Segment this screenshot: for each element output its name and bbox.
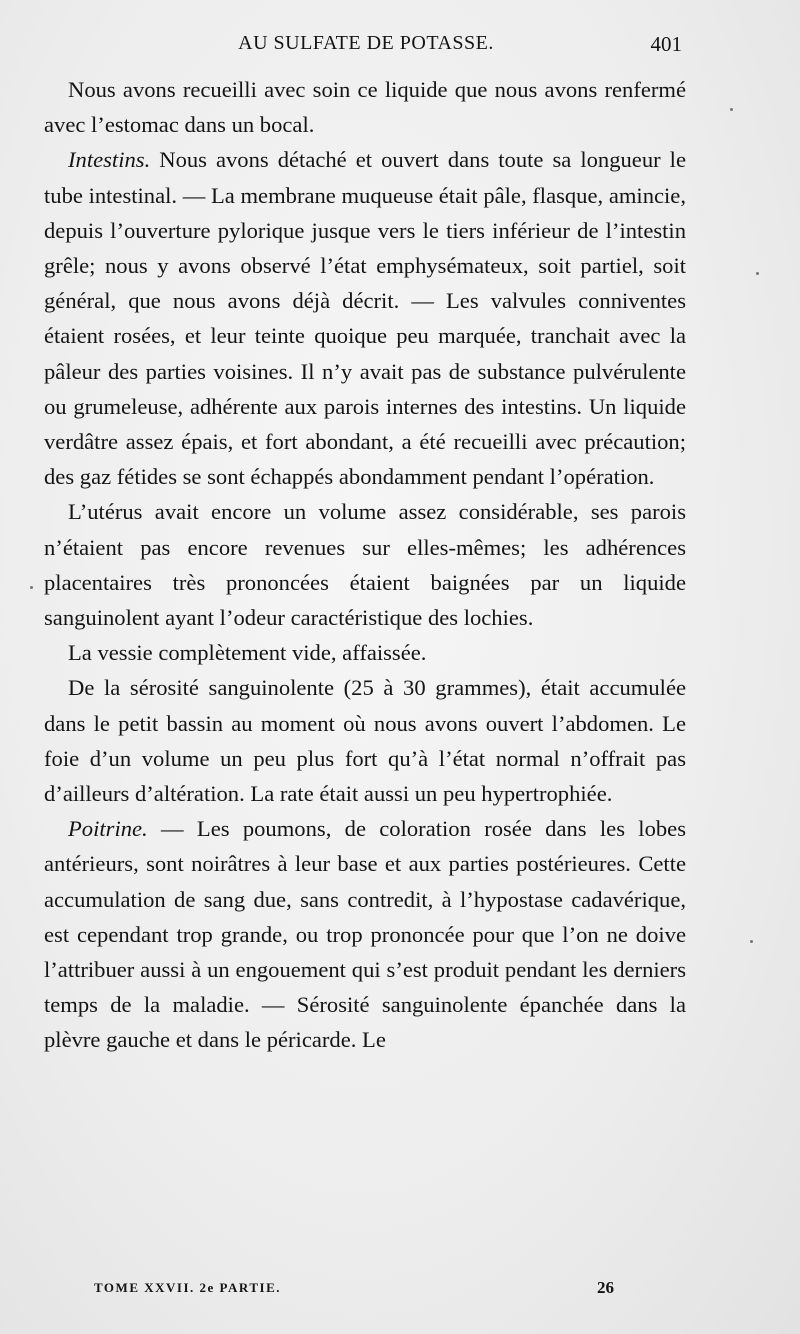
paragraph-text: De la sérosité sanguinolente (25 à 30 grammes), était accumulée dans le petit bassin au moment où nous avons ouvert l’abdomen. Le foie d’un volume un peu plus fort qu’à l’état normal n’offrait pas d’ailleurs d’altération. La rate était aussi un peu hypertrophiée. bbox=[44, 675, 686, 807]
volume-signature: TOME XXVII. 2e PARTIE. bbox=[94, 1280, 281, 1295]
running-head bbox=[46, 28, 686, 62]
paper-speck bbox=[750, 940, 753, 943]
paragraph-lead: Intestins. bbox=[68, 147, 151, 173]
paragraph-lead: Poitrine. bbox=[68, 816, 148, 842]
paragraph bbox=[44, 635, 686, 670]
paragraph-text: Nous avons recueilli avec soin ce liquide que nous avons renfermé avec l’estomac dans un bocal. bbox=[44, 77, 686, 138]
text-block bbox=[44, 72, 686, 1058]
paper-speck bbox=[756, 272, 759, 275]
paragraph-text: La vessie complètement vide, affaissée. bbox=[68, 640, 427, 666]
paragraph-text: L’utérus avait encore un volume assez considérable, ses parois n’étaient pas encore revenues sur elles-mêmes; les adhérences placentaires très prononcées étaient baignées par un liquide sanguinolent ayant l’odeur caractéristique des lochies. bbox=[44, 499, 686, 631]
page-number: 401 bbox=[650, 32, 682, 56]
paragraph bbox=[44, 142, 686, 494]
paragraph bbox=[44, 811, 686, 1057]
paper-speck bbox=[30, 586, 33, 589]
paragraph bbox=[44, 494, 686, 635]
paragraph bbox=[44, 670, 686, 811]
paragraph-text: Nous avons détaché et ouvert dans toute sa longueur le tube intestinal. — La membrane muqueuse était pâle, flasque, amincie, depuis l’ouverture pylorique jusque vers le tiers inférieur de l’intestin grêle; nous y avons observé l’état emphysémateux, soit partiel, soit général, que nous avons déjà décrit. — Les valvules conniventes étaient rosées, et leur teinte quoique peu marquée, tranchait avec la pâleur des parties voisines. Il n’y avait pas de substance pulvérulente ou grumeleuse, adhérente aux parois internes des intestins. Un liquide verdâtre assez épais, et fort abondant, a été recueilli avec précaution; des gaz fétides se sont échappés abondamment pendant l’opération. bbox=[44, 147, 686, 490]
paragraph bbox=[44, 72, 686, 142]
paper-speck bbox=[730, 108, 733, 111]
paragraph-text: — Les poumons, de coloration rosée dans les lobes antérieurs, sont noirâtres à leur base et aux parties postérieures. Cette accumulation de sang due, sans contredit, à l’hypostase cadavérique, est cependant trop grande, ou trop prononcée pour que l’on ne doive l’attribuer aussi à un engouement qui s’est produit pendant les derniers temps de la maladie. — Sérosité sanguinolente épanchée dans la plèvre gauche et dans le péricarde. Le bbox=[44, 816, 686, 1053]
running-title: AU SULFATE DE POTASSE. bbox=[238, 32, 494, 54]
sheet-mark: 26 bbox=[597, 1278, 614, 1297]
signature-line bbox=[94, 1278, 674, 1302]
